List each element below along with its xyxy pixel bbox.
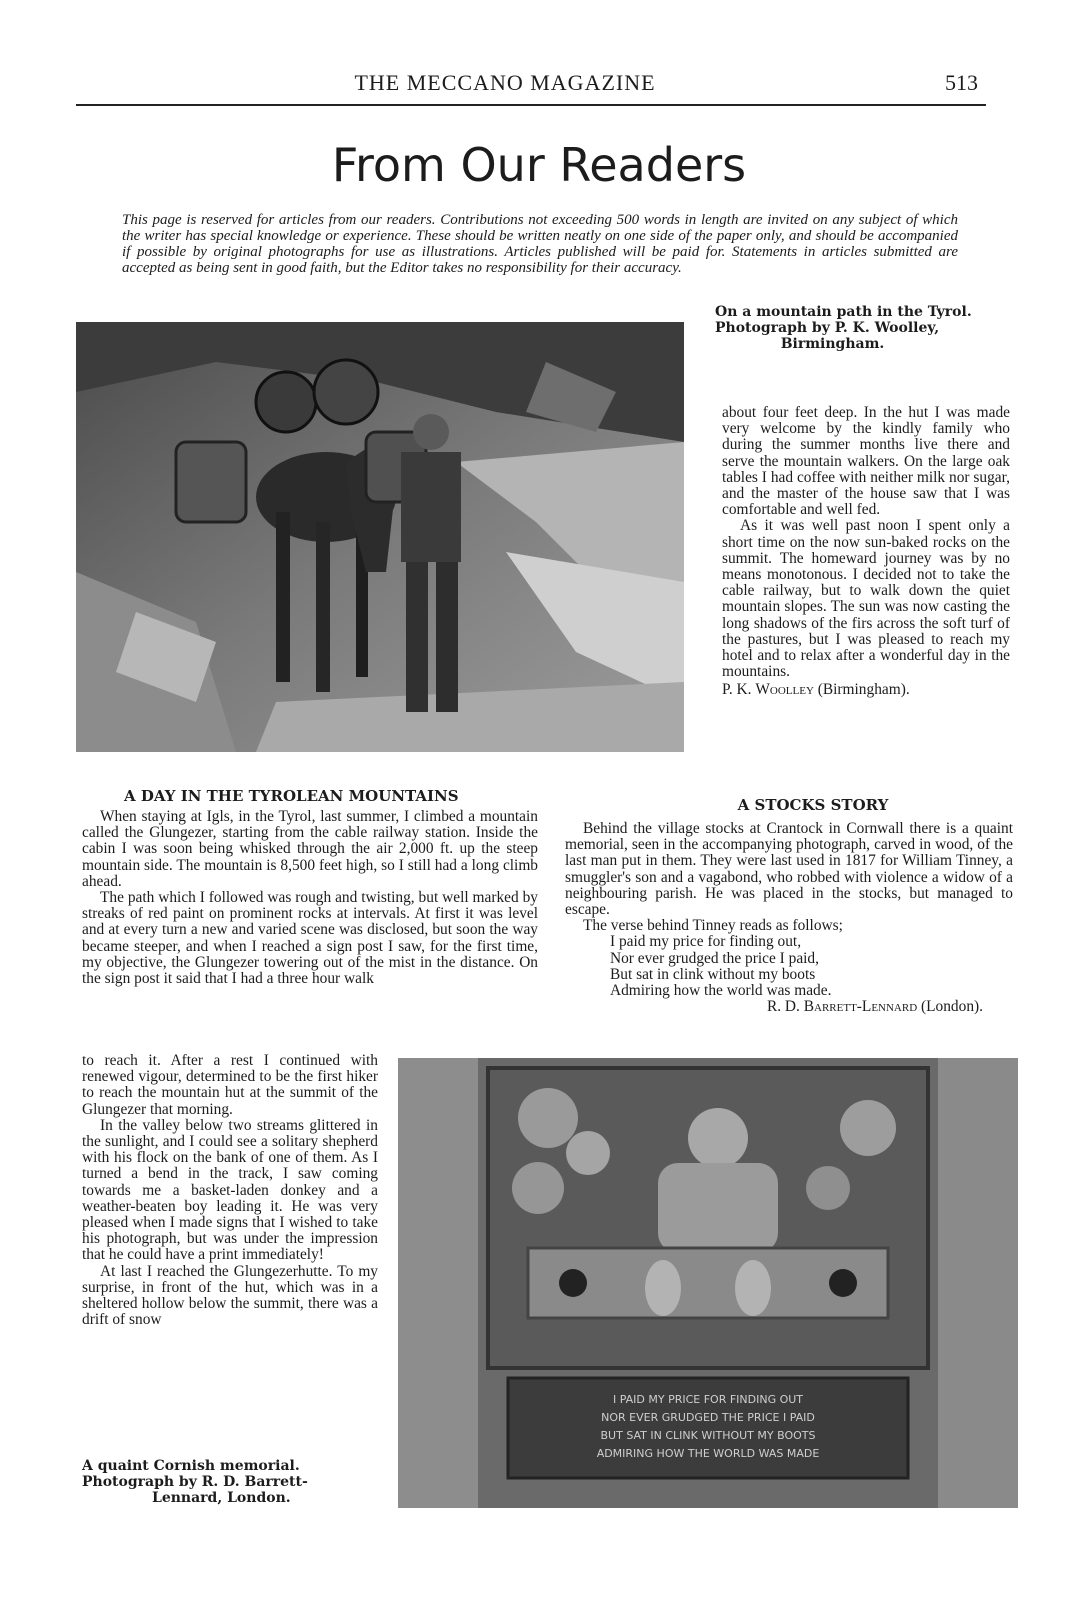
stocks-heading: A STOCKS STORY — [737, 796, 889, 814]
plaque-line-4: ADMIRING HOW THE WORLD WAS MADE — [596, 1447, 820, 1460]
running-header-title: THE MECCANO MAGAZINE — [354, 70, 656, 95]
photo-cornish-memorial — [398, 1058, 1018, 1508]
plaque-line-2: NOR EVER GRUDGED THE PRICE I PAID — [601, 1411, 815, 1424]
tyrol-paragraph-3: In the valley below two streams glittered in the sunlight, and I could see a solitary shepherd with his flock on the bank of one of them. As I turned a bend in the track, I saw coming towards me a basket-laden donkey and a weather-beaten boy leading it. He was very pleased when I made signs that I wished to take his photograph, but was under the impression that he could have a print immediately! — [82, 1116, 378, 1264]
tyrol-signature-name: Woolley — [755, 681, 814, 699]
page-title: From Our Readers — [331, 138, 747, 192]
stocks-signature-initials: R. D. — [766, 998, 800, 1016]
intro-paragraph: This page is reserved for articles from our readers. Contributions not exceeding 500 words in length are invited on any subject of which the writer has special knowledge or experience. These should be written neatly on one side of the paper only, and should be accompanied if possible by original photographs for use as illustrations. Articles published will be paid for. Statements in articles submitted are accepted as being sent in good faith, but the Editor takes no responsibility for their accuracy. — [122, 212, 958, 276]
verse-line: I paid my price for finding out, — [610, 933, 802, 951]
stocks-signature — [565, 999, 1013, 1015]
verse-line: Admiring how the world was made. — [610, 982, 832, 1000]
tyrol-paragraph-4-cont: about four feet deep. In the hut I was made very welcome by the kindly family who during the summer months live there and serve the mountain walkers. On the large oak tables I had coffee with neither milk nor sugar, and the master of the house saw that I was comfortable and well fed. — [722, 404, 1010, 519]
tyrol-signature-initials: P. K. — [722, 681, 752, 699]
verse-line: But sat in clink without my boots — [610, 965, 816, 983]
tyrol-paragraph-2: The path which I followed was rough and twisting, but well marked by streaks of red paint on prominent rocks at intervals. At first it was level and at every turn a new and varied scene was disclosed, but soon the way became steeper, and when I reached a sign post I saw, for the first time, my objective, the Glungezer towering out of the mist in the distance. On the sign post it said that I had a three hour walk — [82, 889, 538, 988]
tyrol-signature-place: (Birmingham). — [817, 681, 910, 699]
tyrol-signature — [722, 682, 1010, 698]
photo2-caption-line3: Lennard, London. — [152, 1490, 291, 1506]
photo1-caption-line2: Photograph by P. K. Woolley, — [715, 320, 940, 336]
photo-mountain-path — [76, 322, 684, 752]
plaque-line-3: BUT SAT IN CLINK WITHOUT MY BOOTS — [600, 1429, 816, 1442]
photo1-caption-line1: On a mountain path in the Tyrol. — [715, 304, 972, 320]
stocks-paragraph-2: The verse behind Tinney reads as follows; — [583, 917, 843, 935]
photo1-caption — [715, 304, 1010, 352]
tyrol-continuation — [722, 405, 1010, 699]
stocks-paragraph-1: Behind the village stocks at Crantock in Cornwall there is a quaint memorial, seen in the accompanying photograph, carved in wood, of the last man put in them. They were last used in 1817 for William Tinney, a smuggler's son and a vagabond, who robbed with violence a widow of a neighbouring parish. He was placed in the stocks, but managed to escape. — [565, 820, 1013, 919]
stocks-signature-name: Barrett-Lennard — [803, 998, 918, 1016]
plaque-line-1: I PAID MY PRICE FOR FINDING OUT — [612, 1393, 804, 1406]
tyrol-text-narrow — [82, 1053, 378, 1328]
photo2-caption — [82, 1458, 382, 1506]
stocks-signature-place: (London). — [921, 998, 983, 1016]
photo2-caption-line1: A quaint Cornish memorial. — [82, 1458, 300, 1474]
page-number: 513 — [945, 70, 978, 95]
verse-line: Nor ever grudged the price I paid, — [610, 949, 819, 967]
header-rule — [76, 104, 986, 106]
tyrol-heading: A DAY IN THE TYROLEAN MOUNTAINS — [124, 787, 459, 805]
stocks-text — [565, 821, 1013, 1015]
tyrol-text-wide — [82, 809, 538, 987]
tyrol-paragraph-1: When staying at Igls, in the Tyrol, last summer, I climbed a mountain called the Glungezer, starting from the cable railway station. Inside the cabin I was soon being whisked through the air 2,000 ft. up the steep mountain side. The mountain is 8,500 feet high, so I still had a long climb ahead. — [82, 808, 538, 890]
tyrol-paragraph-4: At last I reached the Glungezerhutte. To my surprise, in front of the hut, which was in a sheltered hollow below the summit, there was a drift of snow — [82, 1262, 378, 1329]
photo1-caption-line3: Birmingham. — [780, 336, 885, 352]
photo2-caption-line2: Photograph by R. D. Barrett- — [82, 1474, 308, 1490]
tyrol-paragraph-5: As it was well past noon I spent only a short time on the now sun-baked rocks on the summit. The homeward journey was by no means monotonous. I decided not to take the cable railway, but to walk down the quiet mountain slopes. The sun was now casting the long shadows of the firs across the soft turf of the pastures, but I was pleased to reach my hotel and to relax after a wonderful day in the mountains. — [722, 517, 1010, 681]
tyrol-paragraph-2-cont: to reach it. After a rest I continued with renewed vigour, determined to be the first hiker to reach the mountain hut at the summit of the Glungezer that morning. — [82, 1052, 378, 1118]
